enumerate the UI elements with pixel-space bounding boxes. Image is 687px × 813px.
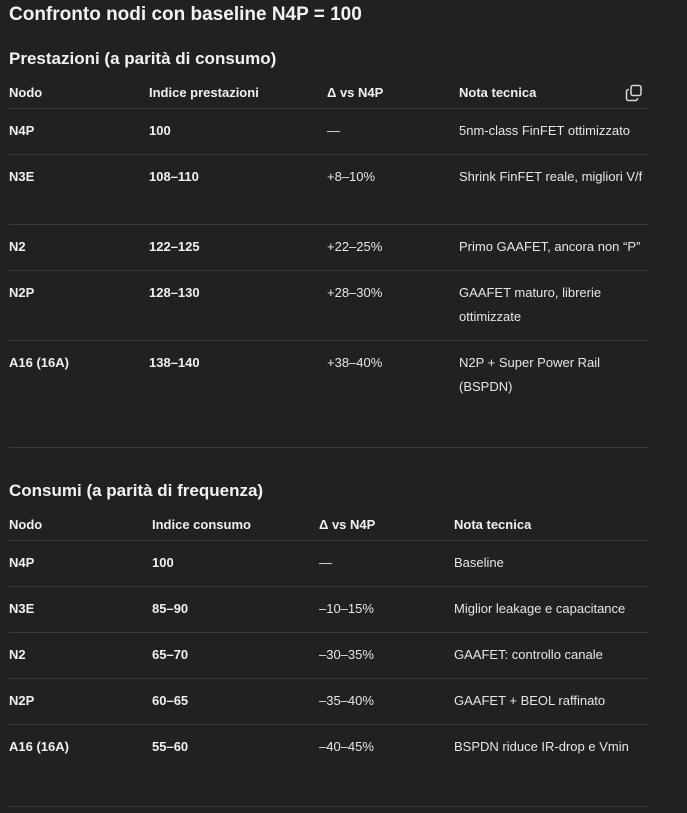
column-header: Nota tecnica [454, 517, 532, 532]
cell-node: N4P [9, 555, 35, 570]
column-header: Nodo [9, 517, 43, 532]
section-divider [9, 806, 649, 807]
page-title: Confronto nodi con baseline N4P = 100 [9, 4, 362, 25]
cell-note: GAAFET: controllo canale [454, 647, 603, 662]
cell-index: 55–60 [152, 739, 189, 754]
cell-node: N3E [9, 601, 35, 616]
column-header: Nodo [9, 85, 43, 100]
table-row [9, 725, 649, 770]
cell-index: 60–65 [152, 693, 189, 708]
cell-delta: +8–10% [327, 169, 376, 184]
column-header: Indice consumo [152, 517, 251, 532]
cell-delta: +28–30% [327, 285, 383, 300]
cell-index: 138–140 [149, 355, 200, 370]
cell-delta: –35–40% [319, 693, 374, 708]
cell-note: 5nm-class FinFET ottimizzato [459, 123, 630, 138]
cell-note: Baseline [454, 555, 504, 570]
cell-delta: — [319, 555, 332, 570]
cell-delta: +38–40% [327, 355, 383, 370]
table-row [9, 633, 649, 679]
cell-index: 122–125 [149, 239, 200, 254]
cell-note: GAAFET + BEOL raffinato [454, 693, 606, 708]
cell-node: A16 (16A) [9, 739, 69, 754]
cell-index: 100 [152, 555, 174, 570]
table-row [9, 155, 649, 225]
power-heading: Consumi (a parità di frequenza) [9, 481, 264, 500]
column-header: Δ vs N4P [319, 517, 376, 532]
cell-node: N2 [9, 239, 26, 254]
cell-index: 108–110 [149, 169, 199, 184]
cell-node: N2P [9, 285, 35, 300]
table-row [9, 587, 649, 633]
cell-index: 128–130 [149, 285, 200, 300]
cell-node: A16 (16A) [9, 355, 69, 370]
table-row [9, 541, 649, 587]
cell-node: N4P [9, 123, 35, 138]
cell-note: N2P + Super Power Rail (BSPDN) [459, 355, 601, 394]
cell-delta: –10–15% [319, 601, 374, 616]
cell-note: BSPDN riduce IR-drop e Vmin [454, 739, 629, 754]
cell-node: N2P [9, 693, 35, 708]
cell-index: 100 [149, 123, 171, 138]
section-divider [9, 447, 649, 448]
table-header-row [9, 81, 649, 109]
copy-icon[interactable] [625, 84, 643, 102]
performance-heading: Prestazioni (a parità di consumo) [9, 49, 277, 68]
table-row [9, 109, 649, 155]
cell-note: Shrink FinFET reale, migliori V/f [459, 169, 643, 184]
table-header-row [9, 513, 649, 541]
power-table [9, 513, 649, 770]
cell-delta: +22–25% [327, 239, 383, 254]
cell-delta: –30–35% [319, 647, 374, 662]
cell-note: Primo GAAFET, ancora non “P” [459, 239, 641, 254]
cell-note: Miglior leakage e capacitance [454, 601, 626, 616]
cell-note: GAAFET maturo, librerie ottimizzate [459, 285, 602, 324]
performance-table [9, 81, 649, 410]
column-header: Nota tecnica [459, 85, 537, 100]
table-row [9, 679, 649, 725]
cell-index: 65–70 [152, 647, 189, 662]
cell-delta: –40–45% [319, 739, 374, 754]
table-row [9, 341, 649, 410]
cell-delta: — [327, 123, 340, 138]
cell-node: N2 [9, 647, 26, 662]
cell-node: N3E [9, 169, 35, 184]
table-row [9, 225, 649, 271]
column-header: Indice prestazioni [149, 85, 259, 100]
table-row [9, 271, 649, 341]
cell-index: 85–90 [152, 601, 189, 616]
column-header: Δ vs N4P [327, 85, 384, 100]
